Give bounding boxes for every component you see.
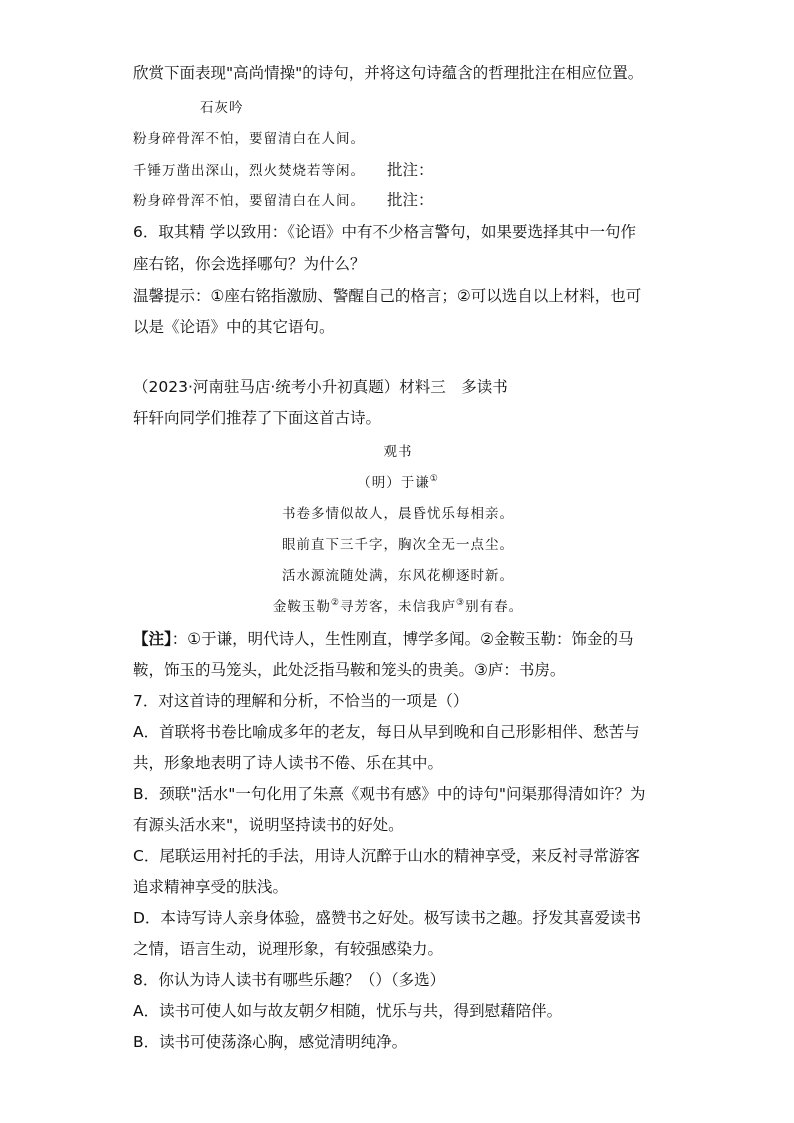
poem2-line2: 眼前直下三千字，胸次全无一点尘。 — [282, 537, 514, 553]
poem2-line3: 活水源流随处满，东风花柳逐时新。 — [282, 568, 514, 584]
question-6-line2: 座右铭，你会选择哪句？为什么？ — [133, 255, 366, 273]
note-line2: 鞍，饰玉的马笼头，此处泛指马鞍和笼头的贵美。③庐：书房。 — [133, 661, 566, 679]
question-7-stem: 7．对这首诗的理解和分析，不恰当的一项是（） — [133, 692, 469, 710]
note-line1 — [133, 628, 634, 650]
annotation-label-2: 批注： — [387, 191, 434, 209]
poem1-title: 石灰吟 — [200, 100, 244, 116]
section3-heading: （2023·河南驻马店·统考小升初真题）材料三 多读书 — [133, 378, 508, 396]
poem1-line2 — [133, 159, 434, 182]
poem2-line4 — [133, 596, 663, 618]
question-6-tip2: 以是《论语》中的其它语句。 — [133, 318, 335, 336]
poem2-line4-a: 金鞍玉勒 — [272, 599, 331, 615]
note-tag: 【注】 — [133, 630, 172, 648]
poem2-title: 观书 — [383, 444, 413, 460]
poem2-author-text: （明）于谦 — [357, 475, 430, 491]
note-line1-text: ：①于谦，明代诗人，生性刚直，博学多闻。②金鞍玉勒：饰金的马 — [171, 630, 634, 648]
poem2-line4-c: 别有春。 — [465, 599, 524, 615]
footnote-mark-1: ① — [429, 474, 439, 484]
q7-option-b-line1: B．颈联"活水"一句化用了朱熹《观书有感》中的诗句"问渠那得清如许？为 — [133, 785, 646, 803]
q7-option-c-line2: 追求精神享受的肤浅。 — [133, 878, 289, 896]
poem1-line1: 粉身碎骨浑不怕，要留清白在人间。 — [133, 131, 365, 147]
q7-option-a-line1: A．首联将书卷比喻成多年的老友，每日从早到晚和自己形影相伴、愁苦与 — [133, 723, 640, 741]
poem1-line3 — [133, 189, 434, 212]
q7-option-b-line2: 有源头活水来"，说明坚持读书的好处。 — [133, 816, 404, 834]
question-6-line1: 6．取其精 学以致用：《论语》中有不少格言警句，如果要选择其中一句作 — [133, 223, 637, 241]
q7-option-c-line1: C．尾联运用衬托的手法，用诗人沉醉于山水的精神享受，来反衬寻常游客 — [133, 847, 640, 865]
section3-intro: 轩轩向同学们推荐了下面这首古诗。 — [133, 409, 382, 427]
question-8-stem: 8．你认为诗人读书有哪些乐趣？（）（多选） — [133, 971, 446, 989]
annotation-label-1: 批注： — [387, 161, 434, 179]
intro-line: 欣赏下面表现"高尚情操"的诗句，并将这句诗蕴含的哲理批注在相应位置。 — [133, 64, 644, 82]
q7-option-d-line2: 之情，语言生动，说理形象，有较强感染力。 — [133, 940, 444, 958]
q8-option-a: A．读书可使人如与故友朝夕相随，忧乐与共，得到慰藉陪伴。 — [133, 1002, 563, 1020]
q7-option-a-line2: 共，形象地表明了诗人读书不倦、乐在其中。 — [133, 754, 444, 772]
poem2-line4-b: 寻芳客，未信我庐 — [340, 599, 456, 615]
poem1-line2-text: 千锤万凿出深山，烈火焚烧若等闲。 — [133, 163, 365, 179]
question-6-tip1: 温馨提示：①座右铭指激励、警醒自己的格言；②可以选自以上材料，也可 — [133, 287, 642, 305]
poem1-line3-text: 粉身碎骨浑不怕，要留清白在人间。 — [133, 193, 365, 209]
poem2-line1: 书卷多情似故人，晨昏忧乐每相亲。 — [282, 506, 514, 522]
footnote-mark-3: ③ — [456, 598, 466, 608]
q8-option-b: B．读书可使荡涤心胸，感觉清明纯净。 — [133, 1033, 408, 1051]
footnote-mark-2: ② — [330, 598, 340, 608]
q7-option-d-line1: D．本诗写诗人亲身体验，盛赞书之好处。极写读书之趣。抒发其喜爱读书 — [133, 909, 641, 927]
poem2-author — [133, 472, 663, 494]
